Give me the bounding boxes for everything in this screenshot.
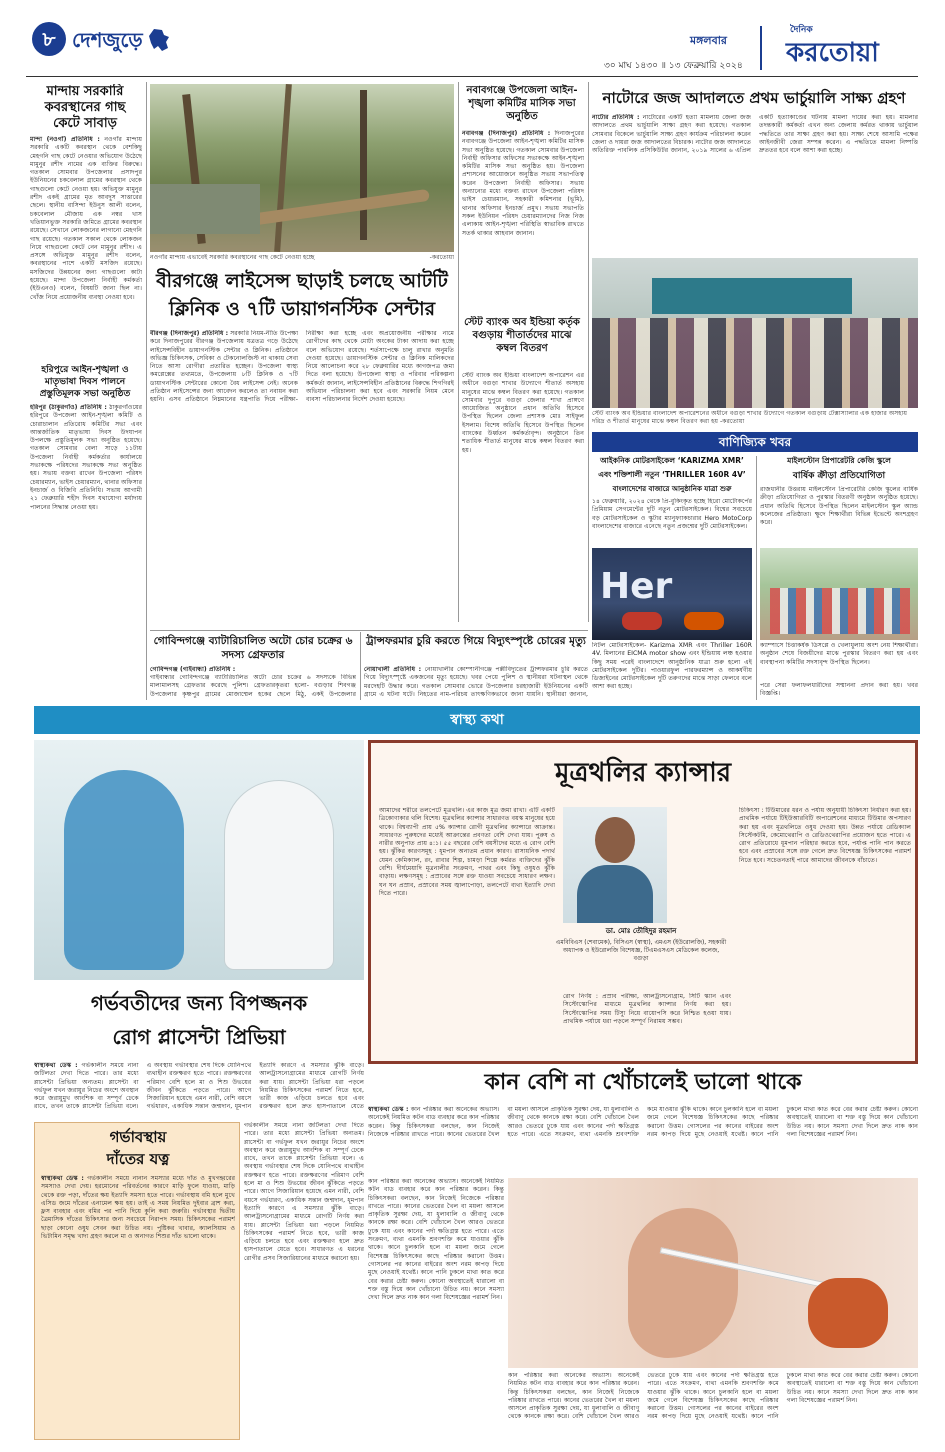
a6-headline-box bbox=[150, 264, 454, 326]
masthead-rule bbox=[26, 76, 918, 77]
h4-byline: স্বাস্থ্যকথা ডেস্ক : bbox=[368, 1106, 409, 1113]
a2-title: হরিপুরে আইন-শৃঙ্খলা ও মাতৃভাষা দিবস পালনে প্রস্তুতিমূলক সভা অনুষ্ঠিত bbox=[39, 365, 131, 399]
a6-body bbox=[150, 330, 454, 626]
masthead bbox=[0, 0, 945, 78]
col-rule bbox=[756, 456, 757, 700]
felled-log bbox=[240, 189, 430, 227]
a2-text: ঠাকুরগাঁওয়ের হরিপুরে উপজেলা আইন-শৃঙ্খলা কমিটি ও চোরাচালান প্রতিরোধ কমিটির সভা এবং আন্তর্জাতিক মাতৃভাষা দিবস উদযাপন উপলক্ষে প্রস্তুতিমূলক সভা অনুষ্ঠিত হয়েছে। গতকাল সোমবার বেলা সাড়ে ১১টায় উপজেলা নির্বাহী কর্মকর্তার কার্যালয়ে সভাকক্ষে পরিষদের সভাকক্ষে সভা অনুষ্ঠিত হয়। সভায় বক্তব্য রাখেন উপজেলা পরিষদ চেয়ারম্যান, ভাইস চেয়ারম্যান, থানার অফিসার ইনচার্জ ও বিজিবি প্রতিনিধি। সভায় আগামী ২১ ফেব্রুয়ারি শহীদ দিবস যথাযোগ্য মর্যাদায় পালনের সিদ্ধান্ত নেওয়া হয়। bbox=[30, 404, 142, 511]
h3-body-mid: রোগ নির্ণয় : প্রস্রাব পরীক্ষা, আলট্রাসনোগ্রাম, সিটি স্ক্যান এবং সিস্টোস্কোপির মাধ্যমে মূত্রথলির ক্যান্সার নির্ণয় করা হয়। সিস্টোস্কোপির সময় টিস্যু নিয়ে বায়োপসি করে নিশ্চিত হওয়া যায়। প্রাথমিক পর্যায়ে ধরা পড়লে সম্পূর্ণ নিরাময় সম্ভব। bbox=[563, 993, 731, 1025]
health-band-title: স্বাস্থ্য কথা bbox=[450, 712, 504, 728]
portrait-shoulders bbox=[577, 865, 653, 923]
commerce-right-caption-2: পরে সেরা ফলাফলধারীদের সম্মাননা প্রদান করা হয়। খবর বিজ্ঞপ্তি। bbox=[760, 682, 918, 698]
commerce-left-body: ১৪ ফেব্রুয়ারি, ২০২৪ থেকে প্রি-বুকিংকৃত হচ্ছে হিরো মোটোকর্পের প্রিমিয়াম সেগমেন্টের দুটি নতুন মোটরসাইকেল। বিশ্বের সবচেয়ে বড় মোটরসাইকেল ও স্কুটার ম্যানুফ্যাকচারার Hero MotoCorp বাংলাদেশের বাজারে এনেছে নতুন প্রজন্মের দুটি মোটরসাইকেল। bbox=[592, 498, 752, 530]
sports-day-photo bbox=[760, 548, 918, 640]
a1-byline: মান্দা (নওগাঁ) প্রতিনিধি : bbox=[30, 136, 100, 143]
h4-text: কান পরিষ্কার করা অনেকের অভ্যাস। অনেকেই নিয়মিত কটন বাড ব্যবহার করে কান পরিষ্কার করেন। কিন্তু চিকিৎসকরা বলছেন, কান নিজেই নিজেকে পরিষ্কার রাখতে পারে। কানের ভেতরের খৈল বা ময়লা আসলে প্রাকৃতিক সুরক্ষা দেয়, যা ধুলাবালি ও জীবাণু থেকে কানকে রক্ষা করে। বেশি খোঁচালে খৈল আরও ভেতরে ঢুকে যায় এবং কানের পর্দা ক্ষতিগ্রস্ত হতে পারে। এতে সংক্রমণ, ব্যথা এমনকি শ্রবণশক্তি কমে যাওয়ার ঝুঁকি থাকে। কানে চুলকানি হলে বা ময়লা জমে গেলে বিশেষজ্ঞ চিকিৎসকের কাছে পরিষ্কার করানো উত্তম। গোসলের পর কানের বাইরের অংশ নরম কাপড় দিয়ে মুছে নেওয়াই যথেষ্ট। কানে পানি ঢুকলে মাথা কাত করে বের করার চেষ্টা করুন। কোনো অবস্থাতেই ধারালো বা শক্ত বস্তু দিয়ে কান খোঁচানো উচিত নয়। কানে সমস্যা দেখা দিলে দ্রুত নাক কান গলা বিশেষজ্ঞের পরামর্শ নিন। bbox=[368, 1106, 918, 1138]
h4-body bbox=[368, 1106, 918, 1176]
h3-body-left: আমাদের শরীরে তলপেটে মূত্রথলি। এর কাজ মূত্র জমা রাখা। এটি একটি ত্রিকোণাকার থলি বিশেষ। মূত্রথলির ক্যান্সার সাধারণত বয়স্ক মানুষের হয়ে থাকে। বিশ্বব্যাপী প্রায় ৫% ক্যান্সার রোগী মূত্রথলির ক্যান্সারে আক্রান্ত। সাধারণত পুরুষদের মধ্যেই আক্রান্তের প্রবণতা বেশি দেখা যায়। পুরুষ ও নারীর অনুপাত প্রায় ৪:১। ৫৫ বছরের বেশি বয়সীদের মধ্যে এ রোগ বেশি হয়। ঝুঁকির কারণসমূহ : ধূমপান অন্যতম প্রধান কারণ। রাসায়নিক পদার্থ যেমন কেমিক্যাল, রং, রাবার শিল্প, চামড়া শিল্পে কর্মরত ব্যক্তিদের ঝুঁকি বেশি। দীর্ঘমেয়াদি মূত্রনালীর সংক্রমণ, পাথর এবং কিছু ওষুধও ঝুঁকি বাড়ায়। লক্ষণসমূহ : প্রস্রাবের সঙ্গে রক্ত যাওয়া সবচেয়ে সাধারণ লক্ষণ। ঘন ঘন প্রস্রাব, প্রস্রাবের সময় জ্বালাপোড়া, তলপেটে ব্যথা ইত্যাদি দেখা দিতে পারে। bbox=[379, 807, 555, 897]
col-rule bbox=[146, 82, 147, 700]
h1-byline: স্বাস্থ্যকথা ডেস্ক : bbox=[34, 1062, 78, 1069]
banner bbox=[652, 278, 852, 314]
h3-body-right: চিকিৎসা : টিউমারের ধরন ও পর্যায় অনুযায়ী চিকিৎসা নির্ধারণ করা হয়। প্রাথমিক পর্যায়ে টিইউআরবিটি অপারেশনের মাধ্যমে টিউমার অপসারণ করা হয় এবং মূত্রথলিতে ওষুধ দেওয়া হয়। উন্নত পর্যায়ে রেডিক্যাল সিস্টেকটমি, কেমোথেরাপি ও রেডিওথেরাপির প্রয়োজন হতে পারে। এ রোগ প্রতিরোধে ধূমপান পরিহার করতে হবে, পর্যাপ্ত পানি পান করতে হবে এবং প্রস্রাবের সঙ্গে রক্ত গেলে দ্রুত বিশেষজ্ঞ চিকিৎসকের পরামর্শ নিতে হবে। সচেতনতাই পারে আমাদের জীবনকে বাঁচাতে। bbox=[739, 807, 911, 864]
col-rule bbox=[458, 82, 459, 622]
h1-body-continued bbox=[244, 1122, 364, 1440]
h1-title-line1: গর্ভবতীদের জন্য বিপজ্জনক bbox=[90, 991, 308, 1015]
page-number: ৮ bbox=[42, 27, 56, 51]
page-number-badge bbox=[32, 22, 66, 56]
a2-body bbox=[30, 404, 142, 694]
pond bbox=[150, 184, 260, 234]
h2-title-line1: গর্ভাবস্থায় bbox=[109, 1128, 167, 1146]
photo1-credit: -করতোয়া bbox=[429, 254, 454, 261]
a3-byline: নবাবগঞ্জ (দিনাজপুর) প্রতিনিধি : bbox=[462, 130, 551, 137]
commerce-right-title-2: বার্ষিক ক্রীড়া প্রতিযোগিতা bbox=[792, 471, 886, 481]
h2-text: গর্ভকালীন সময়ে নানান সমস্যার মধ্যে দাঁত ও মুখগহ্বরের সমস্যাও দেখা দেয়। হরমোনের পরিবর্তনের কারণে মাড়ি ফুলে যাওয়া, মাড়ি থেকে রক্ত পড়া, দাঁতের ক্ষয় ইত্যাদি সমস্যা হতে পারে। গর্ভাবস্থায় বমি হলে মুখে এসিড জমে দাঁতের এনামেল ক্ষয় হয়। তাই এ সময় নিয়মিত দুইবার ব্রাশ করা, ফ্লস ব্যবহার এবং বমির পর পানি দিয়ে কুলি করা জরুরি। গর্ভাবস্থার দ্বিতীয় ত্রৈমাসিক দাঁতের চিকিৎসার জন্য সবচেয়ে নিরাপদ সময়। চিকিৎসকের পরামর্শ ছাড়া কোনো ওষুধ সেবন করা উচিত নয়। পুষ্টিকর খাবার, ক্যালসিয়াম ও ভিটামিন সমৃদ্ধ খাদ্য গ্রহণ করলে মা ও অনাগত শিশুর দাঁত ভালো থাকে। bbox=[41, 1175, 235, 1241]
section-rule bbox=[150, 630, 588, 631]
a3-title: নবাবগঞ্জে উপজেলা আইন-শৃঙ্খলা কমিটির মাসিক সভা অনুষ্ঠিত bbox=[466, 85, 578, 122]
commerce-left-title-3: বাংলাদেশের বাজারে আনুষ্ঠানিক যাত্রা শুরু bbox=[612, 485, 732, 493]
h4-text-continued: কান পরিষ্কার করা অনেকের অভ্যাস। অনেকেই নিয়মিত কটন বাড ব্যবহার করে কান পরিষ্কার করেন। কিন্তু চিকিৎসকরা বলছেন, কান নিজেই নিজেকে পরিষ্কার রাখতে পারে। কানের ভেতরের খৈল বা ময়লা আসলে প্রাকৃতিক সুরক্ষা দেয়, যা ধুলাবালি ও জীবাণু থেকে কানকে রক্ষা করে। বেশি খোঁচালে খৈল আরও ভেতরে ঢুকে যায় এবং কানের পর্দা ক্ষতিগ্রস্ত হতে পারে। এতে সংক্রমণ, ব্যথা এমনকি শ্রবণশক্তি কমে যাওয়ার ঝুঁকি থাকে। কানে চুলকানি হলে বা ময়লা জমে গেলে বিশেষজ্ঞ চিকিৎসকের কাছে পরিষ্কার করানো উত্তম। গোসলের পর কানের বাইরের অংশ নরম কাপড় দিয়ে মুছে নেওয়াই যথেষ্ট। কানে পানি ঢুকলে মাথা কাত করে বের করার চেষ্টা করুন। কোনো অবস্থাতেই ধারালো বা শক্ত বস্তু দিয়ে কান খোঁচানো উচিত নয়। কানে সমস্যা দেখা দিলে দ্রুত নাক কান গলা বিশেষজ্ঞের পরামর্শ নিন। bbox=[368, 1178, 504, 1302]
commerce-band-title: বাণিজ্যিক খবর bbox=[718, 435, 792, 449]
people-row bbox=[592, 318, 918, 408]
hand-shape bbox=[808, 1278, 888, 1348]
a8-text: নোয়াখালীর কোম্পানীগঞ্জে পল্লীবিদ্যুতের ট্রান্সফরমার চুরি করতে গিয়ে বিদ্যুৎস্পৃষ্টে একজনের মৃত্যু হয়েছে। খবর পেয়ে পুলিশ ও স্থানীয়রা ঘটনাস্থল থেকে মরদেহটি উদ্ধার করে। গতকাল সোমবার ভোরে উপজেলার চরহাজারী ইউনিয়নের একটি গ্রামে এ ঘটনা ঘটে। নিহতের নাম-পরিচয় তাৎক্ষণিকভাবে জানা যায়নি। স্থানীয়রা জানান, bbox=[364, 666, 588, 698]
a7-text: গাইবান্ধার গোবিন্দগঞ্জে ব্যাটারিচালিত অটো চোর চক্রের ৬ সদস্যকে বিভিন্ন মালামালসহ গ্রেফতার করেছে পুলিশ। গ্রেফতারকৃতরা হলো- বগুড়ার শিবগঞ্জ উপজেলার কৃষ্ণপুর গ্রামের মোজাম্মেল হকের ছেলে মিঠু, একই উপজেলার bbox=[150, 674, 356, 698]
a6-text: সরকারি নিয়ম-নীতি উপেক্ষা করে দিনাজপুরের বীরগঞ্জ উপজেলায় যত্রতত্র গড়ে উঠেছে লাইসেন্সবিহীন ডায়াগনস্টিক সেন্টার ও ক্লিনিক। প্রতিষ্ঠানে অভিজ্ঞ চিকিৎসক, সেবিকা ও টেকনোলজিস্ট না থাকায় সেবা নিতে আসা রোগীরা প্রতারিত হচ্ছেন। উপজেলা স্বাস্থ্য কমপ্লেক্সের তথ্যমতে, উপজেলায় ৮টি ক্লিনিক ও ৭টি ডায়াগনস্টিক সেন্টারের কোনো বৈধ লাইসেন্স নেই। অনেক প্রতিষ্ঠান লাইসেন্সের জন্য আবেদন করলেও তা নবায়ন করা হয়নি। এসব প্রতিষ্ঠানে নিম্নমানের যন্ত্রপাতি দিয়ে পরীক্ষা-নিরীক্ষা করা হচ্ছে এবং অপ্রয়োজনীয় পরীক্ষার নামে রোগীদের কাছ থেকে মোটা অংকের টাকা আদায় করা হচ্ছে বলে অভিযোগ রয়েছে। শর্তসাপেক্ষে চালু রাখার অনুমতি দেওয়া হয়েছে। ডায়াগনস্টিক সেন্টার ও ক্লিনিক মালিকদের নিয়ে আলোচনা করে ২৮ ফেব্রুয়ারির মধ্যে কাগজপত্র জমা দিতে বলা হয়েছে। উপজেলা স্বাস্থ্য ও পরিবার পরিকল্পনা কর্মকর্তা জানান, লাইসেন্সবিহীন প্রতিষ্ঠানের বিরুদ্ধে শিগগিরই অভিযান পরিচালনা করা হবে এবং সরকারি নিয়ম মেনে ব্যবসা পরিচালনার নির্দেশ দেওয়া হয়েছে। bbox=[150, 330, 454, 404]
a5-byline: নাটোর প্রতিনিধি : bbox=[592, 114, 640, 121]
commerce-right-caption: ক্যাম্পাসে চিত্তাকর্ষক ডিসপ্লে ও খেলাধুলায় অংশ নেয় শিক্ষার্থীরা। অনুষ্ঠান শেষে বিজয়ীদের মাঝে পুরস্কার বিতরণ করা হয় এবং ব্যবস্থাপনা কমিটির সদস্যবৃন্দ উপস্থিত ছিলেন। bbox=[760, 642, 918, 666]
paper-small-label: দৈনিক bbox=[790, 25, 813, 35]
motorcycle-launch-photo bbox=[592, 548, 752, 640]
doctor-info: এমবিবিএস (শেবামেক), বিসিএস (স্বাস্থ্য), এমএস (ইউরোলজি), সহকারী অধ্যাপক ও ইউরোলজি বিশেষজ্ঞ, টিএমএসএস মেডিকেল কলেজ, বগুড়া bbox=[555, 939, 727, 962]
date-line: ৩০ মাঘ ১৪৩০ ॥ ১৩ ফেব্রুয়ারি ২০২৪ bbox=[604, 61, 743, 71]
section-name: দেশজুড়ে bbox=[72, 28, 143, 52]
children-group bbox=[770, 588, 910, 634]
a6-byline: বীরগঞ্জ (দিনাজপুর) প্রতিনিধি : bbox=[150, 330, 229, 337]
a2-byline: হরিপুর (ঠাকুরগাঁও) প্রতিনিধি : bbox=[30, 404, 107, 411]
h1-text-continued: গর্ভকালীন সময়ে নানা জটিলতা দেখা দিতে পারে। তার মধ্যে প্লাসেন্টা প্রিভিয়া অন্যতম। প্লাসেন্টা বা গর্ভফুল যখন জরায়ুর নিচের অংশে অবস্থান করে জরায়ুমুখ আংশিক বা সম্পূর্ণ ঢেকে রাখে, তখন তাকে প্লাসেন্টা প্রিভিয়া বলে। এ অবস্থায় গর্ভাবস্থার শেষ দিকে যোনিপথে ব্যথাহীন রক্তক্ষরণ হতে পারে। রক্তক্ষরণের পরিমাণ বেশি হলে মা ও শিশু উভয়ের জীবন ঝুঁকিতে পড়তে পারে। আগে সিজারিয়ান হয়েছে এমন নারী, বেশি বয়সে গর্ভধারণ, একাধিক সন্তান জন্মদান, ধূমপান ইত্যাদি কারণে এ সমস্যার ঝুঁকি বাড়ে। আলট্রাসনোগ্রামের মাধ্যমে রোগটি নির্ণয় করা যায়। প্লাসেন্টা প্রিভিয়া ধরা পড়লে নিয়মিত চিকিৎসকের পরামর্শ নিতে হবে, ভারী কাজ এড়িয়ে চলতে হবে এবং রক্তক্ষরণ হলে দ্রুত হাসপাতালে যেতে হবে। সাধারণত এ ধরনের রোগীর প্রসব সিজারিয়ানের মাধ্যমে করানো হয়। bbox=[244, 1122, 364, 1262]
bike-shape bbox=[622, 612, 662, 630]
photo1-caption: নওগাঁর মান্দায় এভাবেই সরকারি কবরস্থানের গাছ কেটে নেওয়া হচ্ছে bbox=[150, 254, 315, 261]
h1-text: গর্ভকালীন সময়ে নানা জটিলতা দেখা দিতে পারে। তার মধ্যে প্লাসেন্টা প্রিভিয়া অন্যতম। প্লাসেন্টা বা গর্ভফুল যখন জরায়ুর নিচের অংশে অবস্থান করে জরায়ুমুখ আংশিক বা সম্পূর্ণ ঢেকে রাখে, তখন তাকে প্লাসেন্টা প্রিভিয়া বলে। এ অবস্থায় গর্ভাবস্থার শেষ দিকে যোনিপথে ব্যথাহীন রক্তক্ষরণ হতে পারে। রক্তক্ষরণের পরিমাণ বেশি হলে মা ও শিশু উভয়ের জীবন ঝুঁকিতে পড়তে পারে। আগে সিজারিয়ান হয়েছে এমন নারী, বেশি বয়সে গর্ভধারণ, একাধিক সন্তান জন্মদান, ধূমপান ইত্যাদি কারণে এ সমস্যার ঝুঁকি বাড়ে। আলট্রাসনোগ্রামের মাধ্যমে রোগটি নির্ণয় করা যায়। প্লাসেন্টা প্রিভিয়া ধরা পড়লে নিয়মিত চিকিৎসকের পরামর্শ নিতে হবে, ভারী কাজ এড়িয়ে চলতে হবে এবং রক্তক্ষরণ হলে দ্রুত হাসপাতালে যেতে bbox=[34, 1062, 364, 1111]
commerce-band bbox=[592, 432, 918, 452]
a1-body bbox=[30, 136, 142, 360]
tree-trunk bbox=[360, 90, 367, 240]
a3-text: দিনাজপুরের নবাবগঞ্জে উপজেলা আইন-শৃঙ্খলা কমিটির মাসিক সভা অনুষ্ঠিত হয়েছে। গতকাল সোমবার উপজেলা নির্বাহী অফিসার অফিসের সভাকক্ষে আইন-শৃঙ্খলা কমিটির মাসিক সভা অনুষ্ঠিত হয়। উপজেলা প্রশাসনের আয়োজনে অনুষ্ঠিত সভায় সভাপতিত্ব করেন উপজেলা নির্বাহী অফিসার। সভায় অন্যান্যের মধ্যে বক্তব্য রাখেন উপজেলা পরিষদ ভাইস চেয়ারম্যান, সহকারী কমিশনার (ভূমি), থানার অফিসার ইনচার্জ প্রমুখ। সভায় সভাপতি সকল ইউনিয়ন পরিষদ চেয়ারম্যানদের নিজ নিজ এলাকায় আইন-শৃঙ্খলা পরিস্থিতি স্বাভাবিক রাখতে সতর্ক থাকার আহবান জানান। bbox=[462, 130, 584, 237]
health-band bbox=[34, 706, 920, 734]
a8-byline: নোয়াখালী প্রতিনিধি : bbox=[364, 666, 422, 673]
a1-text: নওগাঁর মান্দায় সরকারি একটি কবরস্থান থেকে বেশকিছু মেহগনি গাছ কেটে নেওয়ার অভিযোগ উঠেছে মামুনুর রশীদ নামের এক ব্যক্তির বিরুদ্ধে। গতকাল সোমবার উপজেলার প্রসাদপুর ইউনিয়নের চকবেলাল গ্রামের কবরস্থান থেকে গাছগুলো কেটে নেওয়া হয়। অভিযুক্ত মামুনুর রশীদ একই গ্রামের মৃত আবদুস সাত্তারের ছেলে। স্থানীয় বাসিন্দা ইউনুস আলী বলেন, চকবেলাল মৌজায় এক নম্বর খাস খতিয়ানভুক্ত সরকারি জমিতে গ্রামের কবরস্থান রয়েছে। সেখানে লোকজনের লাগানো মেহগনি গাছ রয়েছে। গতকাল সকাল থেকে লোকজন নিয়ে গাছগুলো কেটে নেন মামুনুর রশীদ। এ প্রসঙ্গে অভিযুক্ত মামুনুর রশীদ বলেন, কবরস্থানের পাশে একটি মসজিদ রয়েছে। মসজিদের উন্নয়নের জন্য গাছগুলো কাটা হয়েছে। মান্দা উপজেলা নির্বাহী কর্মকর্তা (ইউএনও) বলেন, বিষয়টি জানা ছিল না। খোঁজ নিয়ে প্রয়োজনীয় ব্যবস্থা নেওয়া হবে। bbox=[30, 136, 142, 301]
h2-box bbox=[34, 1122, 240, 1440]
a7-title: গোবিন্দগঞ্জে ব্যাটারিচালিত অটো চোর চক্রের ৬ সদস্য গ্রেফতার bbox=[153, 635, 353, 661]
ear-shape bbox=[628, 1208, 738, 1358]
h2-body bbox=[41, 1175, 235, 1437]
h3-box bbox=[368, 740, 918, 1064]
masthead-divider bbox=[760, 26, 762, 70]
commerce-left-caption: নিটল মোটরসাইকেল- Karizma XMR এবং Thriller 160R 4V. মিলানের EICMA motor show এবং ইন্ডিয়ায় লঞ্চ হওয়ার কিছু সময় পরেই বাংলাদেশে আনুষ্ঠানিক যাত্রা শুরু হলো এই মোটরসাইকেল দুটির। পাওয়ারফুল পারফরম্যান্স ও আকর্ষণীয় ডিজাইনের মোটরসাইকেল দুটি তরুণদের মাঝে সাড়া ফেলবে বলে আশা করা হচ্ছে। bbox=[592, 642, 752, 691]
portrait-head bbox=[595, 817, 635, 863]
h1-body bbox=[34, 1062, 364, 1120]
a5-caption-text: স্টেট ব্যাংক অব ইন্ডিয়ার বাংলাদেশ অপারেশনের অধীনে বগুড়া শাখার উদ্যোগে গতকাল বগুড়ায় টেক্সাস্যালার এক হাজার অসহায় দরিদ্র ও শীতার্ত মানুষের মাঝে কম্বল বিতরণ করা হয় bbox=[592, 410, 907, 425]
day-label: মঙ্গলবার bbox=[690, 34, 727, 47]
a4-body bbox=[462, 372, 584, 618]
a5-title: নাটোরে জজ আদালতে প্রথম ভার্চুয়ালি সাক্ষ্য গ্রহণ bbox=[602, 89, 906, 107]
h4-body-continued bbox=[368, 1178, 504, 1440]
a1-title: মান্দায় সরকারি কবরস্থানের গাছ কেটে সাবাড় bbox=[44, 84, 126, 131]
bangladesh-map-icon bbox=[148, 28, 170, 52]
a5-caption bbox=[592, 410, 918, 426]
h1-title-box bbox=[34, 982, 364, 1060]
a5-body bbox=[592, 114, 918, 254]
doctor-portrait bbox=[563, 807, 667, 923]
a4-title: স্টেট ব্যাংক অব ইন্ডিয়া কর্তৃক বগুড়ায় শীতার্তদের মাঝে কম্বল বিতরণ bbox=[464, 317, 580, 354]
doctor-figure bbox=[224, 780, 334, 970]
commerce-left-title-1: আইকনিক মোটরসাইকেল ‘KARIZMA XMR’ bbox=[600, 456, 744, 465]
doctor-name: ডা. মোঃ তৌহিদুর রহমান bbox=[605, 927, 677, 935]
a7-body-cols bbox=[150, 674, 356, 698]
col-rule bbox=[588, 82, 589, 622]
tree-trunk bbox=[274, 84, 292, 252]
blanket-distribution-photo bbox=[592, 258, 918, 408]
h4-body-bottom bbox=[508, 1372, 918, 1440]
patient-figure bbox=[64, 770, 184, 970]
paper-logo: করতোয়া bbox=[786, 38, 879, 68]
commerce-right-title-1: মাইলস্টোন প্রিপারেটরি কেজি স্কুলে bbox=[787, 456, 891, 465]
commerce-right-body: রাজধানীর উত্তরায় মাইলস্টোন প্রিপারেটরি কেজি স্কুলের বার্ষিক ক্রীড়া প্রতিযোগিতা ও পুরস্কার বিতরণী অনুষ্ঠান অনুষ্ঠিত হয়েছে। প্রধান অতিথি হিসেবে উপস্থিত ছিলেন মাইলস্টোন স্কুল অ্যান্ড কলেজের প্রতিষ্ঠাতা। ক্ষুদে শিক্ষার্থীরা বিভিন্ন ইভেন্টে অংশগ্রহণ করে। bbox=[760, 486, 918, 527]
h3-title: মূত্রথলির ক্যান্সার bbox=[554, 758, 732, 788]
commerce-left-title-2: এবং শক্তিশালী নতুন ‘THRILLER 160R 4V’ bbox=[598, 470, 746, 479]
a5-text: নাটোরের একটি হত্যা মামলায় জেলা জজ আদালতে প্রথম ভার্চুয়ালি সাক্ষ্য গ্রহণ করা হয়েছে। গতকাল সোমবার বিকেলে ভার্চুয়ালি সাক্ষ্য গ্রহণ কার্যক্রম পরিচালনা করেন জেলা ও দায়রা জজ আদালতের বিচারক। নাটোর জজ আদালতে অতিরিক্ত পাবলিক প্রসিকিউটর জানান, ২০১৯ সালের ৬ এপ্রিল একটি হত্যাকাণ্ডের ঘটনায় মামলা দায়ের করা হয়। মামলার তদন্তকারী কর্মকর্তা এখন অন্য জেলায় কর্মরত থাকায় ভার্চুয়াল পদ্ধতিতে তার সাক্ষ্য গ্রহণ করা হয়। সাক্ষ্য শেষে আসামি পক্ষের আইনজীবী জেরা সম্পন্ন করেন। এ পদ্ধতিতে মামলা নিষ্পত্তি দ্রুততর হবে বলে আশা করা হচ্ছে। bbox=[592, 114, 918, 155]
ear-cotton-bud-photo bbox=[508, 1178, 918, 1368]
a6-title-line1: বীরগঞ্জে লাইসেন্স ছাড়াই চলছে আটটি bbox=[156, 270, 448, 292]
h4-title: কান বেশি না খোঁচালেই ভালো থাকে bbox=[484, 1070, 802, 1095]
a5-caption-credit: -করতোয়া bbox=[719, 418, 745, 425]
a8-title: ট্রান্সফরমার চুরি করতে গিয়ে বিদ্যুৎস্পৃষ্টে চোরের মৃত্যু bbox=[366, 635, 586, 647]
doctor-patient-photo bbox=[34, 740, 364, 980]
a8-body bbox=[364, 666, 588, 698]
h1-title-line2: রোগ প্লাসেন্টা প্রিভিয়া bbox=[112, 1025, 286, 1049]
a3-body bbox=[462, 130, 584, 310]
col-rule bbox=[360, 632, 361, 700]
h2-title-line2: দাঁতের যত্ন bbox=[106, 1150, 170, 1168]
h2-byline: স্বাস্থ্যকথা ডেস্ক : bbox=[41, 1175, 84, 1182]
h4-text-bottom: কান পরিষ্কার করা অনেকের অভ্যাস। অনেকেই নিয়মিত কটন বাড ব্যবহার করে কান পরিষ্কার করেন। কিন্তু চিকিৎসকরা বলছেন, কান নিজেই নিজেকে পরিষ্কার রাখতে পারে। কানের ভেতরের খৈল বা ময়লা আসলে প্রাকৃতিক সুরক্ষা দেয়, যা ধুলাবালি ও জীবাণু থেকে কানকে রক্ষা করে। বেশি খোঁচালে খৈল আরও ভেতরে ঢুকে যায় এবং কানের পর্দা ক্ষতিগ্রস্ত হতে পারে। এতে সংক্রমণ, ব্যথা এমনকি শ্রবণশক্তি কমে যাওয়ার ঝুঁকি থাকে। কানে চুলকানি হলে বা ময়লা জমে গেলে বিশেষজ্ঞ চিকিৎসকের কাছে পরিষ্কার করানো উত্তম। গোসলের পর কানের বাইরের অংশ নরম কাপড় দিয়ে মুছে নেওয়াই যথেষ্ট। কানে পানি ঢুকলে মাথা কাত করে বের করার চেষ্টা করুন। কোনো অবস্থাতেই ধারালো বা শক্ত বস্তু দিয়ে কান খোঁচানো উচিত নয়। কানে সমস্যা দেখা দিলে দ্রুত নাক কান গলা বিশেষজ্ঞের পরামর্শ নিন। bbox=[508, 1372, 918, 1421]
launch-poster-text: Her bbox=[600, 566, 673, 607]
graveyard-trees-photo bbox=[150, 84, 454, 252]
a6-title-line2: ক্লিনিক ও ৭টি ডায়াগনস্টিক সেন্টার bbox=[168, 298, 436, 320]
bike-shape bbox=[684, 612, 724, 630]
a7-byline: গোবিন্দগঞ্জ (গাইবান্ধা) প্রতিনিধি : bbox=[150, 666, 236, 673]
a4-text: স্টেট ব্যাংক অব ইন্ডিয়া বাংলাদেশ অপারেশন এর অধীনে বগুড়া শাখার উদ্যোগে শীতার্ত অসহায় মানুষের মাঝে কম্বল বিতরণ করা হয়েছে। গতকাল সোমবার দুপুরে বগুড়া জেলার শাখা প্রাঙ্গণে আয়োজিত অনুষ্ঠানে প্রধান অতিথি হিসেবে উপস্থিত ছিলেন জেলা প্রশাসক মোঃ সাইফুল ইসলাম। বিশেষ অতিথি হিসেবে উপস্থিত ছিলেন ব্যাংকের উর্ধ্বতন কর্মকর্তাবৃন্দ। অনুষ্ঠানে তিন শতাধিক শীতার্ত মানুষের মাঝে কম্বল বিতরণ করা হয়। bbox=[462, 372, 584, 454]
